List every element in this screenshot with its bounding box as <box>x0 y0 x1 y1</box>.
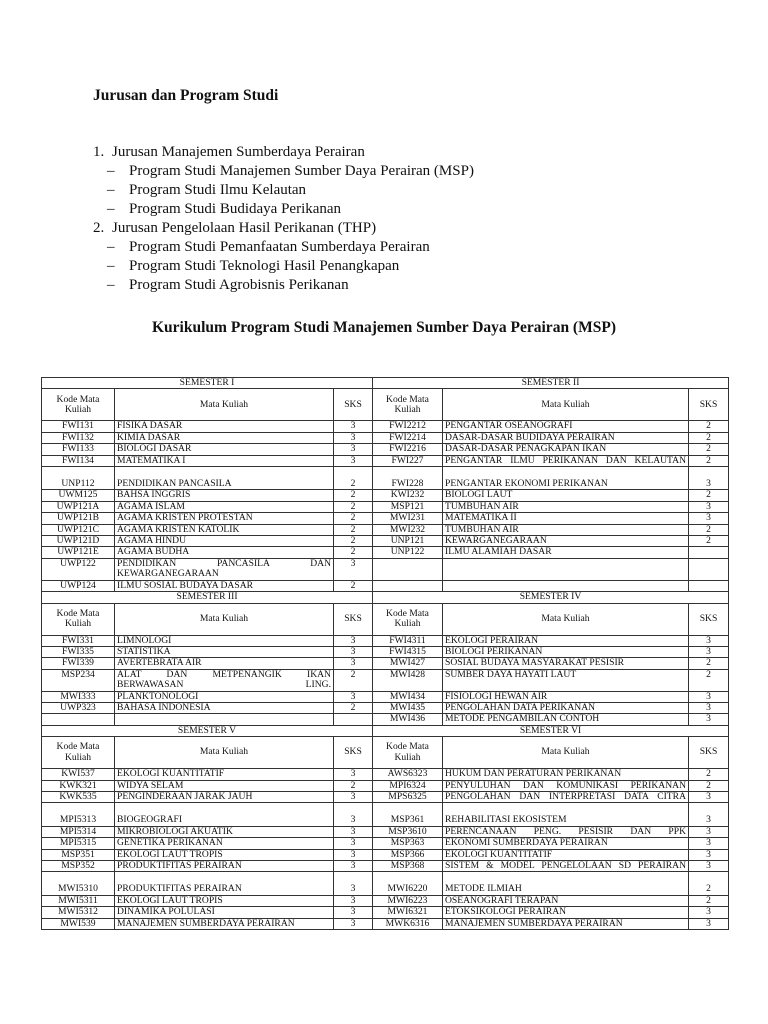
semester-label: SEMESTER II <box>373 378 729 389</box>
course-name: AGAMA BUDHA <box>115 547 334 558</box>
table-row <box>42 907 729 918</box>
course-sks: 3 <box>334 895 373 906</box>
code-column-header: Kode Mata Kuliah <box>373 737 443 769</box>
table-row <box>42 769 729 780</box>
course-code: UWP121A <box>42 501 115 512</box>
table-row <box>42 826 729 837</box>
course-code: MPI5315 <box>42 838 115 849</box>
course-name: SISTEM & MODEL PENGELOLAAN SD PERAIRAN <box>443 861 689 872</box>
course-name: DINAMIKA POLULASI <box>115 907 334 918</box>
course-code: UWP121D <box>42 536 115 547</box>
code-column-header: Kode Mata Kuliah <box>42 603 115 635</box>
course-code: FWI227 <box>373 455 443 466</box>
course-name: PENYULUHAN DAN KOMUNIKASI PERIKANAN <box>443 780 689 791</box>
table-row <box>42 536 729 547</box>
course-name: HUKUM DAN PERATURAN PERIKANAN <box>443 769 689 780</box>
course-name: REHABILITASI EKOSISTEM <box>443 803 689 826</box>
course-code: MWI5311 <box>42 895 115 906</box>
dash-bullet-icon: – <box>107 258 115 274</box>
semester-header-row <box>42 378 729 389</box>
program-name: Program Studi Pemanfaatan Sumberdaya Perairan <box>129 239 430 255</box>
program-item <box>93 276 474 295</box>
course-code: FWI228 <box>373 467 443 490</box>
course-name: WIDYA SELAM <box>115 780 334 791</box>
course-sks <box>334 714 373 725</box>
course-name: DASAR-DASAR PENAGKAPAN IKAN <box>443 444 689 455</box>
course-sks: 3 <box>334 907 373 918</box>
course-code: FWI132 <box>42 432 115 443</box>
table-row <box>42 490 729 501</box>
course-name: ETOKSIKOLOGI PERAIRAN <box>443 907 689 918</box>
course-code <box>373 580 443 591</box>
course-code: FWI2216 <box>373 444 443 455</box>
course-code: MWI436 <box>373 714 443 725</box>
sks-column-header: SKS <box>334 603 373 635</box>
section-title: Jurusan dan Program Studi <box>93 87 279 104</box>
course-code: FWI133 <box>42 444 115 455</box>
course-name: KEWARGANEGARAAN <box>443 536 689 547</box>
course-code: UWM125 <box>42 490 115 501</box>
course-name: BIOLOGI DASAR <box>115 444 334 455</box>
department-list <box>93 143 474 295</box>
course-sks: 3 <box>334 455 373 466</box>
course-name: DASAR-DASAR BUDIDAYA PERAIRAN <box>443 432 689 443</box>
course-name: SUMBER DAYA HAYATI LAUT <box>443 669 689 691</box>
course-name: EKOLOGI LAUT TROPIS <box>115 895 334 906</box>
course-code: MWI434 <box>373 691 443 702</box>
course-code: UWP121B <box>42 513 115 524</box>
course-code: MWI428 <box>373 669 443 691</box>
course-name <box>115 714 334 725</box>
course-code: UWP124 <box>42 580 115 591</box>
course-code: MWI6223 <box>373 895 443 906</box>
dash-bullet-icon: – <box>107 182 115 198</box>
course-name: PLANKTONOLOGI <box>115 691 334 702</box>
department-name: Jurusan Pengelolaan Hasil Perikanan (THP) <box>112 220 377 236</box>
program-item <box>93 238 474 257</box>
course-sks: 2 <box>334 524 373 535</box>
course-code: MWK6316 <box>373 918 443 929</box>
course-name: AGAMA KRISTEN KATOLIK <box>115 524 334 535</box>
semester-label: SEMESTER V <box>42 725 373 736</box>
course-code: FWI339 <box>42 658 115 669</box>
course-sks: 3 <box>334 849 373 860</box>
course-sks: 3 <box>689 838 729 849</box>
course-name: ALAT DAN METPENANGIK IKAN BERWAWASAN LING. <box>115 669 334 691</box>
table-row <box>42 872 729 895</box>
semester-label: SEMESTER III <box>42 592 373 603</box>
course-name: OSEANOGRAFI TERAPAN <box>443 895 689 906</box>
course-code: KWI537 <box>42 769 115 780</box>
course-code: MSP351 <box>42 849 115 860</box>
course-sks: 2 <box>689 895 729 906</box>
course-code: MWI6321 <box>373 907 443 918</box>
course-name <box>443 558 689 580</box>
program-name: Program Studi Ilmu Kelautan <box>129 182 307 198</box>
course-code: MPI5313 <box>42 803 115 826</box>
course-sks: 3 <box>689 918 729 929</box>
course-sks: 3 <box>334 444 373 455</box>
course-code: FWI134 <box>42 455 115 466</box>
course-name: STATISTIKA <box>115 646 334 657</box>
course-sks: 3 <box>689 691 729 702</box>
course-sks: 3 <box>334 558 373 580</box>
course-sks <box>689 580 729 591</box>
course-sks: 3 <box>334 421 373 432</box>
course-sks: 2 <box>689 490 729 501</box>
course-name: BAHASA INDONESIA <box>115 702 334 713</box>
code-column-header: Kode Mata Kuliah <box>373 389 443 421</box>
table-row <box>42 849 729 860</box>
course-name: LIMNOLOGI <box>115 635 334 646</box>
semester-header-row <box>42 725 729 736</box>
semester-header-row <box>42 592 729 603</box>
code-column-header: Kode Mata Kuliah <box>42 737 115 769</box>
dash-bullet-icon: – <box>107 277 115 293</box>
program-name: Program Studi Agrobisnis Perikanan <box>129 277 349 293</box>
course-sks: 2 <box>689 455 729 466</box>
table-row <box>42 803 729 826</box>
course-column-header: Mata Kuliah <box>443 389 689 421</box>
course-name: MATEMATIKA II <box>443 513 689 524</box>
course-code: MWI232 <box>373 524 443 535</box>
table-row <box>42 895 729 906</box>
table-row <box>42 547 729 558</box>
course-name: MANAJEMEN SUMBERDAYA PERAIRAN <box>115 918 334 929</box>
course-sks: 3 <box>334 826 373 837</box>
course-code: UWP121C <box>42 524 115 535</box>
course-sks: 3 <box>689 861 729 872</box>
course-name: MANAJEMEN SUMBERDAYA PERAIRAN <box>443 918 689 929</box>
program-item <box>93 257 474 276</box>
course-code: KWK535 <box>42 791 115 802</box>
course-name: BIOGEOGRAFI <box>115 803 334 826</box>
course-sks: 3 <box>334 872 373 895</box>
table-row <box>42 580 729 591</box>
course-code: MPI6324 <box>373 780 443 791</box>
course-name: EKOLOGI LAUT TROPIS <box>115 849 334 860</box>
course-code: KWK321 <box>42 780 115 791</box>
course-sks: 2 <box>689 769 729 780</box>
course-sks: 2 <box>334 501 373 512</box>
course-sks: 2 <box>689 444 729 455</box>
course-name: MATEMATIKA I <box>115 455 334 466</box>
course-sks: 3 <box>334 861 373 872</box>
course-code <box>373 558 443 580</box>
course-sks: 2 <box>334 702 373 713</box>
course-name: SOSIAL BUDAYA MASYARAKAT PESISIR <box>443 658 689 669</box>
course-sks: 2 <box>334 669 373 691</box>
course-name: KIMIA DASAR <box>115 432 334 443</box>
table-row <box>42 524 729 535</box>
course-code: FWI2212 <box>373 421 443 432</box>
course-sks: 3 <box>334 918 373 929</box>
course-sks: 2 <box>334 780 373 791</box>
table-row <box>42 861 729 872</box>
course-code: MWI427 <box>373 658 443 669</box>
course-sks: 3 <box>689 714 729 725</box>
code-column-header: Kode Mata Kuliah <box>42 389 115 421</box>
course-sks: 2 <box>334 467 373 490</box>
table-row <box>42 558 729 580</box>
course-code: UWP121E <box>42 547 115 558</box>
sks-column-header: SKS <box>334 389 373 421</box>
column-header-row <box>42 737 729 769</box>
table-row <box>42 501 729 512</box>
course-sks: 2 <box>689 780 729 791</box>
course-name: PENGINDERAAN JARAK JAUH <box>115 791 334 802</box>
sks-column-header: SKS <box>689 603 729 635</box>
course-sks: 3 <box>689 501 729 512</box>
course-name: PRODUKTIFITAS PERAIRAN <box>115 861 334 872</box>
course-code: MSP3610 <box>373 826 443 837</box>
curriculum-table <box>41 377 729 930</box>
course-code: MSP366 <box>373 849 443 860</box>
program-name: Program Studi Manajemen Sumber Daya Perairan (MSP) <box>129 163 474 179</box>
program-name: Program Studi Budidaya Perikanan <box>129 201 342 217</box>
program-item <box>93 200 474 219</box>
course-sks: 3 <box>689 467 729 490</box>
table-row <box>42 691 729 702</box>
course-code: FWI4315 <box>373 646 443 657</box>
course-code: MWI231 <box>373 513 443 524</box>
course-sks <box>689 547 729 558</box>
course-name: PENDIDIKAN PANCASILA <box>115 467 334 490</box>
table-row <box>42 791 729 802</box>
course-sks: 3 <box>334 838 373 849</box>
program-name: Program Studi Teknologi Hasil Penangkapan <box>129 258 400 274</box>
course-sks: 3 <box>689 849 729 860</box>
department-name: Jurusan Manajemen Sumberdaya Perairan <box>112 144 365 160</box>
course-sks: 2 <box>334 490 373 501</box>
department-item <box>93 143 474 162</box>
course-code: UNP112 <box>42 467 115 490</box>
course-sks: 2 <box>689 432 729 443</box>
course-sks: 2 <box>689 536 729 547</box>
column-header-row <box>42 389 729 421</box>
course-code: UNP121 <box>373 536 443 547</box>
course-code: MWI6220 <box>373 872 443 895</box>
course-code: UWP323 <box>42 702 115 713</box>
table-row <box>42 669 729 691</box>
course-name: TUMBUHAN AIR <box>443 501 689 512</box>
course-name: FISIOLOGI HEWAN AIR <box>443 691 689 702</box>
course-name: PERENCANAAN PENG. PESISIR DAN PPK <box>443 826 689 837</box>
table-row <box>42 780 729 791</box>
course-sks: 2 <box>689 669 729 691</box>
table-row <box>42 467 729 490</box>
course-column-header: Mata Kuliah <box>115 737 334 769</box>
course-sks: 2 <box>334 513 373 524</box>
course-code: FWI335 <box>42 646 115 657</box>
course-code: MWI333 <box>42 691 115 702</box>
sks-column-header: SKS <box>334 737 373 769</box>
course-sks: 3 <box>334 658 373 669</box>
course-sks: 3 <box>334 769 373 780</box>
department-item <box>93 219 474 238</box>
dash-bullet-icon: – <box>107 239 115 255</box>
course-name: PENGOLAHAN DATA PERIKANAN <box>443 702 689 713</box>
course-name: EKOLOGI KUANTITATIF <box>443 849 689 860</box>
course-code: MWI5312 <box>42 907 115 918</box>
course-code: FWI131 <box>42 421 115 432</box>
course-code: MPI5314 <box>42 826 115 837</box>
semester-label: SEMESTER I <box>42 378 373 389</box>
course-code: MPS6325 <box>373 791 443 802</box>
course-code: KWI232 <box>373 490 443 501</box>
course-sks: 3 <box>334 803 373 826</box>
course-sks: 2 <box>334 536 373 547</box>
course-name: AVERTEBRATA AIR <box>115 658 334 669</box>
course-name: PENGOLAHAN DAN INTERPRETASI DATA CITRA <box>443 791 689 802</box>
course-code: MSP234 <box>42 669 115 691</box>
course-code: MSP368 <box>373 861 443 872</box>
dash-bullet-icon: – <box>107 163 115 179</box>
course-sks: 2 <box>689 658 729 669</box>
course-name: AGAMA ISLAM <box>115 501 334 512</box>
course-code: AWS6323 <box>373 769 443 780</box>
course-column-header: Mata Kuliah <box>115 389 334 421</box>
course-name: PENDIDIKAN PANCASILA DAN KEWARGANEGARAAN <box>115 558 334 580</box>
table-row <box>42 432 729 443</box>
table-row <box>42 658 729 669</box>
course-sks: 3 <box>334 432 373 443</box>
course-code: FWI2214 <box>373 432 443 443</box>
sks-column-header: SKS <box>689 389 729 421</box>
course-name: BIOLOGI LAUT <box>443 490 689 501</box>
course-name: METODE PENGAMBILAN CONTOH <box>443 714 689 725</box>
table-row <box>42 646 729 657</box>
table-row <box>42 421 729 432</box>
code-column-header: Kode Mata Kuliah <box>373 603 443 635</box>
course-sks: 2 <box>334 547 373 558</box>
course-sks: 3 <box>334 791 373 802</box>
course-name: BIOLOGI PERIKANAN <box>443 646 689 657</box>
table-row <box>42 635 729 646</box>
course-sks: 3 <box>334 635 373 646</box>
course-name: PRODUKTIFITAS PERAIRAN <box>115 872 334 895</box>
department-number: 1. <box>93 144 105 160</box>
table-row <box>42 918 729 929</box>
course-name: FISIKA DASAR <box>115 421 334 432</box>
course-code: MWI5310 <box>42 872 115 895</box>
course-code <box>42 714 115 725</box>
course-sks: 2 <box>689 421 729 432</box>
course-code: FWI4311 <box>373 635 443 646</box>
course-column-header: Mata Kuliah <box>115 603 334 635</box>
course-sks: 3 <box>334 646 373 657</box>
table-row <box>42 714 729 725</box>
course-name: BAHSA INGGRIS <box>115 490 334 501</box>
course-name: AGAMA HINDU <box>115 536 334 547</box>
table-row <box>42 444 729 455</box>
course-name: METODE ILMIAH <box>443 872 689 895</box>
course-sks <box>689 558 729 580</box>
department-number: 2. <box>93 220 105 236</box>
course-name: EKOLOGI KUANTITATIF <box>115 769 334 780</box>
program-item <box>93 162 474 181</box>
course-name: ILMU SOSIAL BUDAYA DASAR <box>115 580 334 591</box>
course-name: PENGANTAR EKONOMI PERIKANAN <box>443 467 689 490</box>
table-row <box>42 702 729 713</box>
course-sks: 2 <box>689 872 729 895</box>
course-name: EKONOMI SUMBERDAYA PERAIRAN <box>443 838 689 849</box>
course-sks: 3 <box>689 646 729 657</box>
semester-label: SEMESTER VI <box>373 725 729 736</box>
course-name <box>443 580 689 591</box>
course-code: UWP122 <box>42 558 115 580</box>
table-row <box>42 513 729 524</box>
course-name: GENETIKA PERIKANAN <box>115 838 334 849</box>
course-code: MSP363 <box>373 838 443 849</box>
semester-label: SEMESTER IV <box>373 592 729 603</box>
course-sks: 3 <box>689 702 729 713</box>
course-code: MSP352 <box>42 861 115 872</box>
course-code: MSP361 <box>373 803 443 826</box>
course-sks: 3 <box>689 513 729 524</box>
course-sks: 2 <box>689 524 729 535</box>
column-header-row <box>42 603 729 635</box>
course-sks: 3 <box>689 791 729 802</box>
course-name: PENGANTAR ILMU PERIKANAN DAN KELAUTAN <box>443 455 689 466</box>
course-name: EKOLOGI PERAIRAN <box>443 635 689 646</box>
curriculum-title: Kurikulum Program Studi Manajemen Sumber Daya Perairan (MSP) <box>152 319 616 336</box>
course-name: PENGANTAR OSEANOGRAFI <box>443 421 689 432</box>
course-code: FWI331 <box>42 635 115 646</box>
course-sks: 3 <box>689 907 729 918</box>
course-name: AGAMA KRISTEN PROTESTAN <box>115 513 334 524</box>
course-column-header: Mata Kuliah <box>443 603 689 635</box>
course-code: MWI539 <box>42 918 115 929</box>
course-code: MSP121 <box>373 501 443 512</box>
course-name: MIKROBIOLOGI AKUATIK <box>115 826 334 837</box>
program-item <box>93 181 474 200</box>
course-sks: 3 <box>334 691 373 702</box>
course-sks: 3 <box>689 826 729 837</box>
table-row <box>42 838 729 849</box>
course-name: TUMBUHAN AIR <box>443 524 689 535</box>
course-sks: 3 <box>689 803 729 826</box>
course-name: ILMU ALAMIAH DASAR <box>443 547 689 558</box>
course-code: UNP122 <box>373 547 443 558</box>
course-code: MWI435 <box>373 702 443 713</box>
course-column-header: Mata Kuliah <box>443 737 689 769</box>
table-row <box>42 455 729 466</box>
course-sks: 2 <box>334 580 373 591</box>
course-sks: 3 <box>689 635 729 646</box>
dash-bullet-icon: – <box>107 201 115 217</box>
sks-column-header: SKS <box>689 737 729 769</box>
